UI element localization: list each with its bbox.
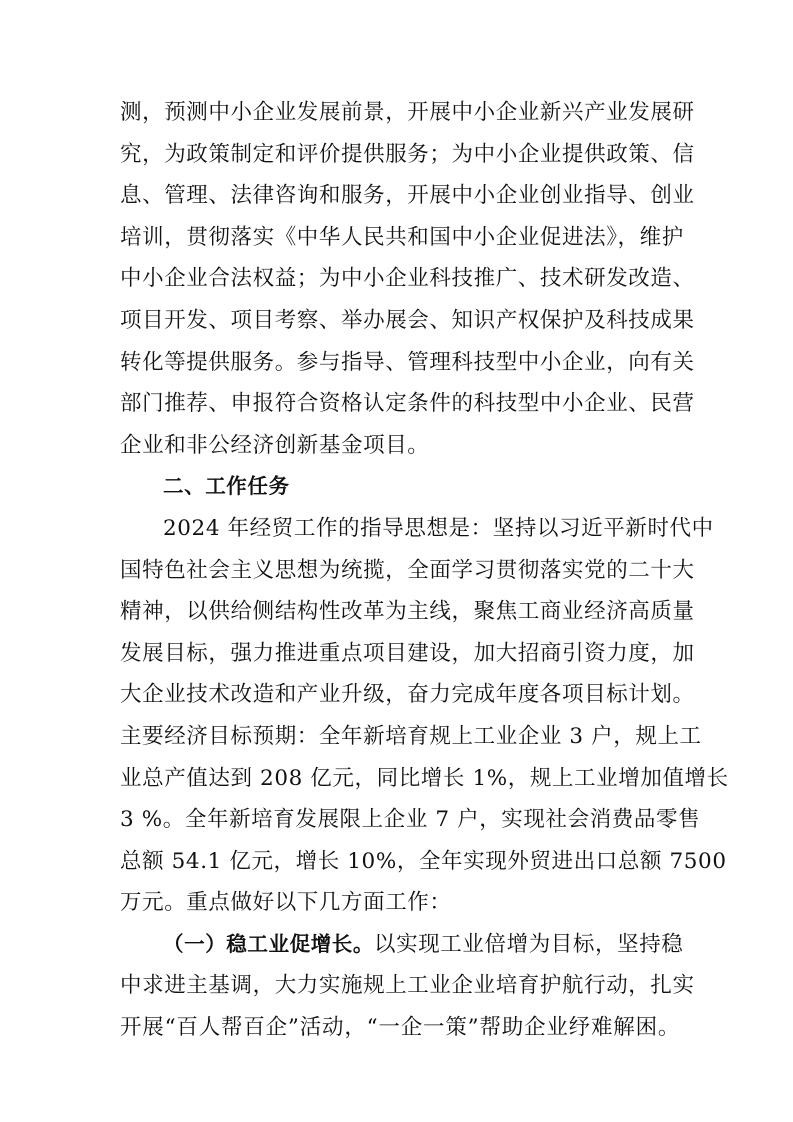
body-text-line: 主要经济目标预期：全年新培育规上工业企业 3 户，规上工: [120, 723, 702, 749]
body-text-line: 中求进主基调，大力实施规上工业企业培育护航行动，扎实: [120, 973, 695, 999]
document-page: [120, 92, 729, 1049]
body-text-line: 开展“百人帮百企”活动，“一企一策”帮助企业纾难解困。: [120, 1015, 680, 1041]
body-text-line: 大企业技术改造和产业升级，奋力完成年度各项目标计划。: [120, 682, 695, 708]
body-text-line: 测，预测中小企业发展前景，开展中小企业新兴产业发展研: [120, 100, 695, 125]
body-text-line: 2024 年经贸工作的指导思想是：坚持以习近平新时代中: [163, 515, 714, 541]
body-text-line: 企业和非公经济创新基金项目。: [120, 432, 430, 458]
body-text-line: 国特色社会主义思想为统揽，全面学习贯彻落实党的二十大: [120, 557, 695, 583]
body-text-line: 培训，贯彻落实《中华人民共和国中小企业促进法》，维护: [120, 224, 684, 250]
body-text-line: 部门推荐、申报符合资格认定条件的科技型中小企业、民营: [120, 391, 695, 417]
body-text-line: 总额 54.1 亿元，增长 10%，全年实现外贸进出口总额 7500: [120, 848, 727, 874]
body-text-line: 项目开发、项目考察、举办展会、知识产权保护及科技成果: [120, 307, 695, 333]
body-text-line: 发展目标，强力推进重点项目建设，加大招商引资力度，加: [120, 640, 695, 666]
body-text-line: 转化等提供服务。参与指导、管理科技型中小企业，向有关: [120, 349, 695, 375]
body-text-line: 万元。重点做好以下几方面工作：: [120, 890, 452, 916]
section-heading: 二、工作任务: [163, 474, 290, 499]
body-text-line: 精神，以供给侧结构性改革为主线，聚焦工商业经济高质量: [120, 599, 695, 625]
subsection-first-line: [120, 924, 684, 966]
body-text-line: 息、管理、法律咨询和服务，开展中小企业创业指导、创业: [120, 183, 695, 209]
body-text-line: 究，为政策制定和评价提供服务；为中小企业提供政策、信: [120, 141, 695, 167]
body-text-span: 以实现工业倍增为目标，坚持稳: [374, 931, 684, 957]
body-text-line: 中小企业合法权益；为中小企业科技推广、技术研发改造、: [120, 266, 695, 292]
body-text-line: 业总产值达到 208 亿元，同比增长 1%，规上工业增加值增长: [120, 765, 729, 791]
subsection-heading: （一）稳工业促增长。: [163, 931, 374, 956]
body-text-line: 3 %。全年新培育发展限上企业 7 户，实现社会消费品零售: [120, 807, 701, 833]
